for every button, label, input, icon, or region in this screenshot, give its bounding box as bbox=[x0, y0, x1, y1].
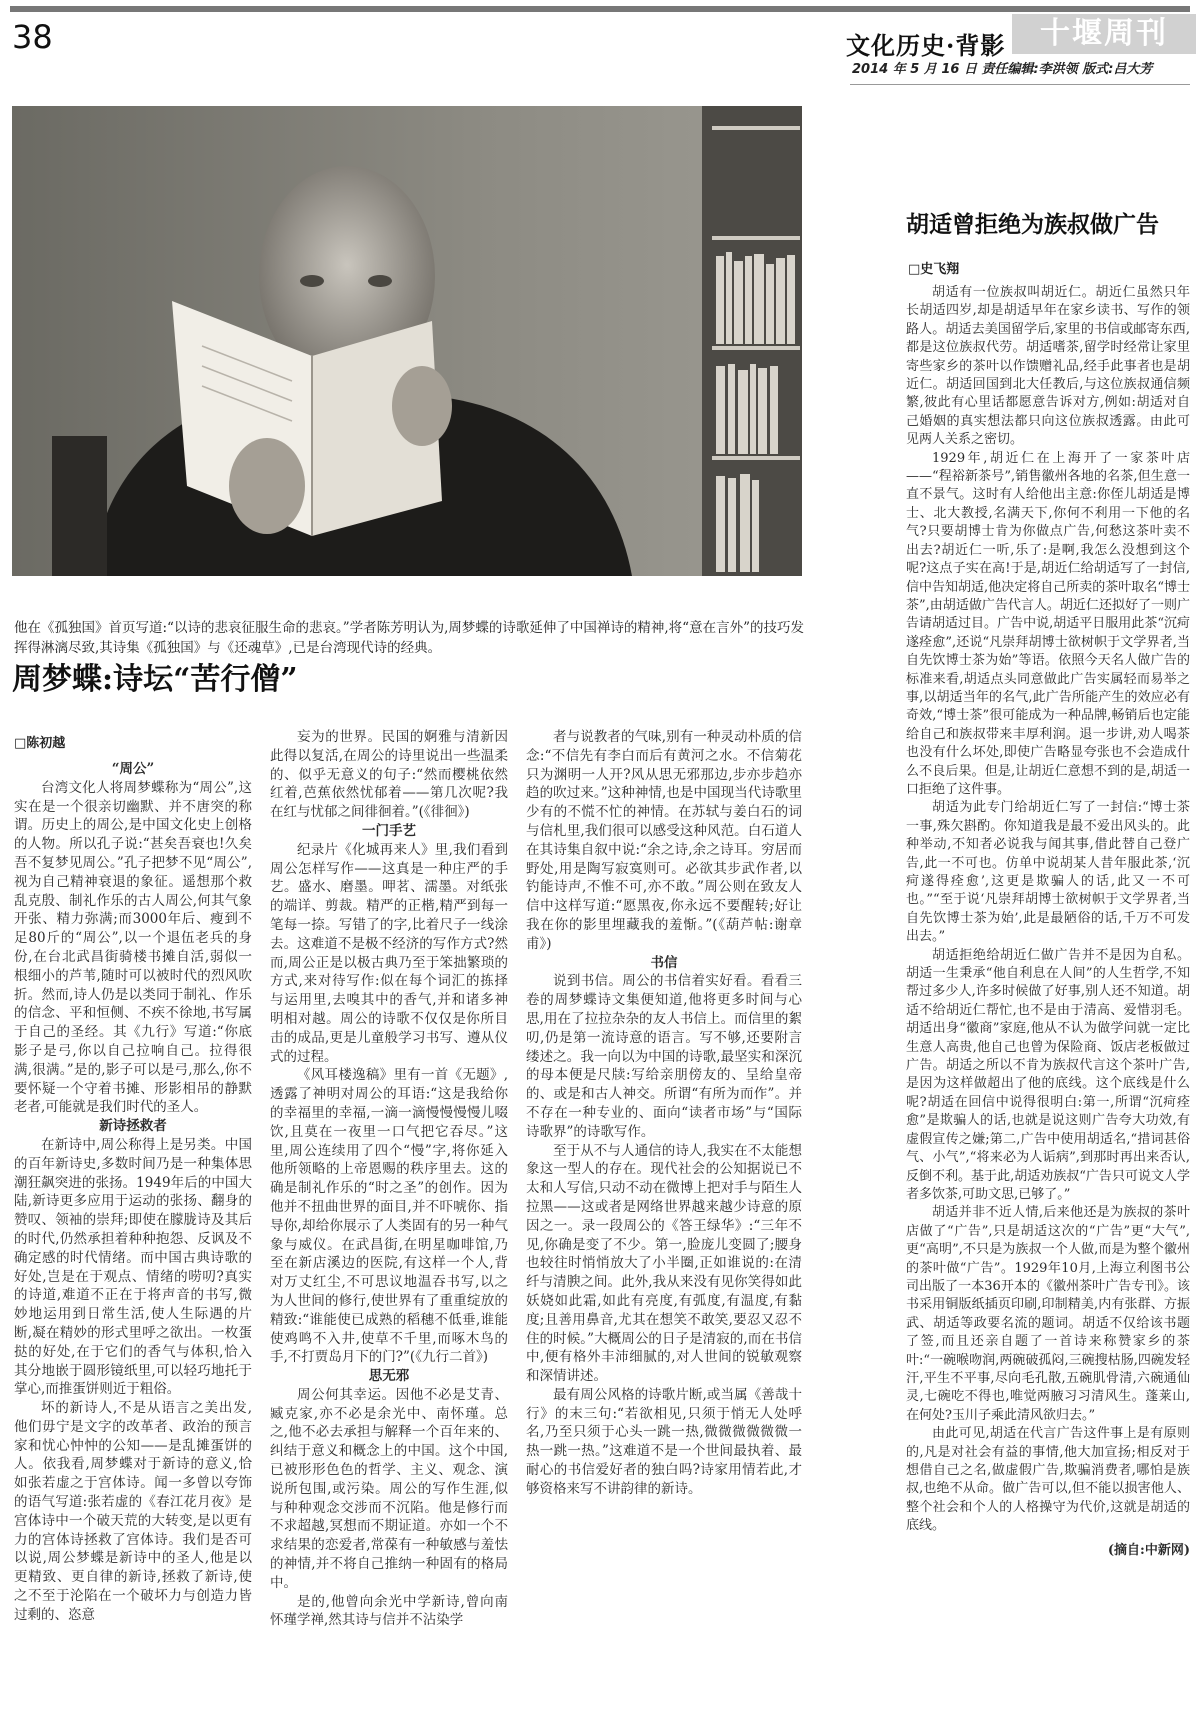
paragraph: 胡适并非不近人情,后来他还是为族叔的茶叶店做了“广告”,只是胡适这次的“广告”更“大气”,更“高明”,不只是为族叔一个人做,而是为整个徽州的茶叶做“广告”。1929年10月,上海立利图书公司出版了一本36开本的《徽州茶叶广告专刊》。该书采用铜版纸插页印刷,印制精美,内有张群、方振武、胡适等政要名流的题词。胡适不仅给该书题了签,而且还亲自题了一首诗来称赞家乡的茶叶:“一碗喉吻润,两碗破孤闷,三碗搜枯肠,四碗发轻汗,平生不平事,尽向毛孔散,五碗肌骨清,六碗通仙灵,七碗吃不得也,唯觉两腋习习清风生。蓬莱山,在何处?玉川子乘此清风欲归去。” bbox=[906, 1205, 1190, 1423]
sidebar-article-title: 胡适曾拒绝为族叔做广告 bbox=[906, 211, 1159, 238]
paragraph: 胡适有一位族叔叫胡近仁。胡近仁虽然只年长胡适四岁,却是胡适早年在家乡读书、写作的领路人。胡适去美国留学后,家里的书信或邮寄东西,都是这位族叔代劳。胡适嗜茶,留学时经常让家里寄些家乡的茶叶以作馈赠礼品,经手此事者也是胡近仁。胡适回国到北大任教后,与这位族叔通信频繁,彼此有心里话都愿意告诉对方,例如:胡适对自己婚姻的真实想法都只向这位族叔透露。由此可见两人关系之密切。 bbox=[906, 285, 1190, 448]
photo-caption: 他在《孤独国》首页写道:“以诗的悲哀征服生命的悲哀。”学者陈芳明认为,周梦蝶的诗歌延伸了中国禅诗的精神,将“意在言外”的技巧发挥得淋漓尽致,其诗集《孤独国》与《还魂草》,已是台湾现代诗的经典。 bbox=[14, 620, 804, 656]
page-number: 38 bbox=[12, 18, 53, 56]
header-rule bbox=[850, 84, 1190, 85]
paragraph: 纪录片《化城再来人》里,我们看到周公怎样写作——这真是一种庄严的手艺。盛水、磨墨。呷茗、濡墨。对纸张的端详、剪裁。精严的正楷,精严到每一笔每一捺。写错了的字,比着尺子一线涂去。这难道不是极不经济的写作方式?然而,周公正是以极古典乃至于笨拙繁琐的方式,来对待写作:似在每个词汇的拣择与运用里,去嗅其中的香气,并和诸多神明相对越。周公的诗歌不仅仅是你所目击的成品,更是儿童般学习书写、遵从仪式的过程。 bbox=[270, 841, 508, 1065]
paragraph: 最有周公风格的诗歌片断,或当属《善哉十行》的末三句:“若欲相见,只须于悄无人处呼名,乃至只须于心头一跳一热,微微微微微微一热一跳一热。”这难道不是一个世间最执着、最耐心的书信爱好者的独白吗?诗家用情若此,才够资格来写不讲韵律的新诗。 bbox=[526, 1386, 802, 1497]
article-column-2 bbox=[270, 728, 508, 1725]
paragraph: 胡适为此专门给胡近仁写了一封信:“博士茶一事,殊欠斟酌。你知道我是最不爱出风头的。此种举动,不知者必说我与闻其事,借此替自己登广告,此一不可也。仿单中说胡某人昔年服此茶,‘沉疴遂得痊愈’,这更是欺骗人的话,此又一不可也。”“至于说‘凡崇拜胡博士欲树帜于文学界者,当自先饮博士茶为始’,此是最陋俗的话,千万不可发出去。” bbox=[906, 800, 1190, 945]
paragraph: 在新诗中,周公称得上是另类。中国的百年新诗史,多数时间乃是一种集体思潮狂飙突进的张扬。1949年后的中国大陆,新诗更多应用于运动的张扬、翻身的赞叹、领袖的崇拜;即使在朦胧诗及其后的时代,仍然承担着种种抱怨、反讽及不确定感的时代情绪。而中国古典诗歌的好处,岂是在于观点、情绪的唠叨?真实的诗道,难道不正在于将声音的书写,微妙地运用到日常生活,使人生际遇的片断,凝在精妙的形式里呼之欲出。一枚蛋挞的好处,在于它们的香气与体积,恰入其分地嵌于圆形镜纸里,可以轻巧地托于掌心,而推蛋饼则近于粗俗。 bbox=[14, 1136, 252, 1398]
subheading: “周公” bbox=[111, 761, 155, 777]
brand-masthead: 十堰周刊 bbox=[1012, 14, 1196, 54]
subheading: 新诗拯救者 bbox=[99, 1118, 167, 1135]
top-rule bbox=[10, 6, 1190, 12]
article-byline: □陈初越 bbox=[14, 736, 66, 751]
paragraph: 是的,他曾向余光中学新诗,曾向南怀瑾学禅,然其诗与信并不沾染学 bbox=[270, 1593, 508, 1629]
article-source: (摘自:中新网) bbox=[1107, 1542, 1190, 1558]
subheading: 一门手艺 bbox=[362, 822, 416, 839]
dateline: 2014 年 5 月 16 日 责任编辑:李洪领 版式:吕大芳 bbox=[852, 62, 1153, 77]
paragraph: 1929年,胡近仁在上海开了一家茶叶店——“程裕新茶号”,销售徽州各地的名茶,但生意一直不景气。这时有人给他出主意:你侄儿胡适是博士、北大教授,名满天下,你何不利用一下他的名气?只要胡博士肯为你做点广告,何愁这茶叶卖不出去?胡近仁一听,乐了:是啊,我怎么没想到这个呢?这点子实在高!于是,胡近仁给胡适写了一封信,信中告知胡适,他决定将自己所卖的茶叶取名“博士茶”,由胡适做广告代言人。胡近仁还拟好了一则广告请胡适过目。广告中说,胡适平日服用此茶“沉疴遂痊愈”,还说“凡崇拜胡博士欲树帜于文学界者,当自先饮博士茶为始”等语。依照今天名人做广告的标准来看,胡适点头同意做此广告实属轻而易举之事,以胡适当年的名气,此广告所能产生的效应必有奇效,“博士茶”很可能成为一种品牌,畅销后也定能给自己和族叔带来丰厚利润。退一步讲,劝人喝茶也没有什么坏处,即使广告略显夸张也不会造成什么不良后果。但是,让胡近仁意想不到的是,胡适一口拒绝了这件事。 bbox=[906, 450, 1190, 797]
photo-poet-reading bbox=[12, 106, 802, 576]
article-column-1 bbox=[14, 760, 252, 1725]
sidebar-article-body bbox=[906, 284, 1190, 1724]
paragraph: 《风耳楼逸稿》里有一首《无题》,透露了神明对周公的耳语:“这是我给你的幸福里的幸福,一滴一滴慢慢慢慢儿啜饮,且莫在一夜里一口气把它吞尽。”这里,周公连续用了四个“慢”字,将你延入他所领略的上帝恩赐的秩序里去。这的确是制礼作乐的“时之圣”的创作。因为他并不扭曲世界的面目,并不吓唬你、指导你,却给你展示了人类固有的另一种气象与威仪。在武昌街,在明星咖啡馆,乃至在新店溪边的医院,有这样一个人,背对万丈红尘,不可思议地温吞书写,以之为人世间的修行,使世界有了重重绽放的精致:“谁能使已成熟的稻穗不低垂,谁能使鸡鸣不入井,使草不千里,而啄木鸟的手,不打贾岛月下的门?”(《九行二首》) bbox=[270, 1067, 508, 1366]
paragraph: 台湾文化人将周梦蝶称为“周公”,这实在是一个很亲切幽默、并不唐突的称谓。历史上的周公,是中国文化史上创格的人物。所以孔子说:“甚矣吾衰也!久矣吾不复梦见周公。”孔子把梦不见“周公”,视为自己精神衰退的象征。遥想那个救乱克殷、制礼作乐的古人周公,何其气象开张、精力弥满;而3000年后、瘦到不足80斤的“周公”,以一个退伍老兵的身份,在台北武昌街骑楼书摊自活,弱似一根细小的芦苇,随时可以被时代的烈风吹折。然而,诗人仍是以类同于制礼、作乐的信念、平和恒侧、不疾不徐地,书写属于自己的圣经。其《九行》写道:“你底影子是弓,你以自己拉响自己。拉得很满,很满。”是的,影子可以是弓,那么,你不要怀疑一个守着书摊、形影相吊的静默老者,可能就是我们时代的圣人。 bbox=[14, 779, 252, 1116]
section-title: 文化历史·背影 bbox=[846, 31, 1006, 60]
paragraph: 由此可见,胡适在代言广告这件事上是有原则的,凡是对社会有益的事情,他大加宣扬;相反对于想借自己之名,做虚假广告,欺骗消费者,哪怕是族叔,也绝不从命。做广告可以,但不能以损害他人、整个社会和个人的人格操守为代价,这就是胡适的底线。 bbox=[906, 1426, 1190, 1534]
article-title: 周梦蝶:诗坛“苦行僧” bbox=[12, 662, 298, 697]
subheading: 思无邪 bbox=[368, 1368, 410, 1385]
paragraph: 胡适拒绝给胡近仁做广告并不是因为自私。胡适一生秉承“他自利息在人间”的人生哲学,不知帮过多少人,许多时候做了好事,别人还不知道。胡适不给胡近仁帮忙,也不是由于清高、爱惜羽毛。胡适出身“徽商”家庭,他从不认为做学问就一定比生意人高贵,他自己也曾为保险商、饭店老板做过广告。胡适之所以不肯为族叔代言这个茶叶广告,是因为这样做超出了他的底线。这个底线是什么呢?胡适在回信中说得很明白:第一,所谓“沉疴痊愈”是欺骗人的话,也就是说这则广告夸大功效,有虚假宣传之嫌;第二,广告中使用胡适名,“措词甚俗气、小气”,“将来必为人诟病”,到那时再出来否认,反倒不利。基于此,胡适劝族叔“广告只可说文人学者多饮茶,可助文思,已够了。” bbox=[906, 947, 1190, 1202]
paragraph: 至于从不与人通信的诗人,我实在不太能想象这一型人的存在。现代社会的公知据说已不太和人写信,只动不动在微博上把对手与陌生人拉黑——这或者是网络世界越来越少诗意的原因之一。录一段周公的《答王绿华》:“三年不见,你确是变了不少。第一,脸庞儿变圆了;腰身也较往时悄悄放大了小半圈,正如谁说的:在清纤与清腴之间。此外,我从来没有见你笑得如此妖娆如此霜,如此有亮度,有弧度,有温度,有黏度;且善用鼻音,尤其在想笑不敢笑,要忍又忍不住的时候。”大概周公的日子是清寂的,而在书信中,便有格外丰沛细腻的,对人世间的锐敏观察和深情讲述。 bbox=[526, 1142, 802, 1385]
paragraph: 周公何其幸运。因他不必是艾青、臧克家,亦不必是余光中、南怀瑾。总之,他不必去承担与解释一个百年来的、纠结于意义和概念上的中国。这个中国,已被形形色色的哲学、主义、观念、演说所包围,或污染。周公的写作生涯,似与种种观念交涉而不沉陷。他是修行而不求超越,冥想而不期证道。亦如一个不求结果的恋爱者,常葆有一种敏感与羞怯的神情,并不将自己推纳一种固有的格局中。 bbox=[270, 1386, 508, 1591]
paragraph: 坏的新诗人,不是从语言之美出发,他们毋宁是文字的改革者、政治的预言家和忧心忡忡的公知——是乱摊蛋饼的人。依我看,周梦蝶对于新诗的意义,恰如张若虚之于宫体诗。闻一多曾以夸饰的语气写道:张若虚的《春江花月夜》是宫体诗中一个破天荒的大转变,是以更有力的宫体诗拯救了宫体诗。我们是否可以说,周公梦蝶是新诗中的圣人,他是以更精致、更自律的新诗,拯救了新诗,使之不至于沦陷在一个破坏力与创造力皆过剩的、恣意 bbox=[14, 1400, 252, 1623]
paragraph: 者与说教者的气味,别有一种灵动朴质的信念:“不信先有李白而后有黄河之水。不信菊花只为渊明一人开?风从思无邪那边,步亦步趋亦趋的吹过来。”这种神情,也是中国现当代诗歌里少有的不慌不忙的神情。在苏轼与姜白石的词与信札里,我们很可以感受这种风范。白石道人在其诗集自叙中说:“余之诗,余之诗耳。穷居而野处,用是陶写寂寞则可。必欲其步武作者,以钓能诗声,不惟不可,亦不敢。”周公则在致友人信中这样写道:“愿黑夜,你永远不要醒转;好让我在你的影里埋藏我的羞惭。”(《葫芦帖:谢章甫》) bbox=[526, 729, 802, 952]
article-column-3 bbox=[526, 728, 802, 1725]
paragraph: 说到书信。周公的书信着实好看。看看三卷的周梦蝶诗文集便知道,他将更多时间与心思,用在了拉拉杂杂的友人书信上。而信里的絮叨,仍是第一流诗意的语言。写不够,还要附言缕述之。我一向以为中国的诗歌,最坚实和深沉的母本便是尺牍:写给亲朋傍友的、呈给皇帝的、或是和古人神交。所谓“有所为而作”。并不存在一种专业的、面向“读者市场”与“国际诗歌界”的诗歌写作。 bbox=[526, 973, 802, 1140]
sidebar-article-byline: □史飞翔 bbox=[908, 262, 960, 277]
subheading: 书信 bbox=[650, 954, 678, 971]
photo-illustration bbox=[12, 106, 802, 576]
paragraph: 妄为的世界。民国的婀雅与清新因此得以复活,在周公的诗里说出一些温柔的、似乎无意义的句子:“然而樱桃依然红着,芭蕉依然忧郁着——第几次呢?我在红与忧郁之间徘徊着。”(《徘徊》) bbox=[270, 729, 508, 821]
